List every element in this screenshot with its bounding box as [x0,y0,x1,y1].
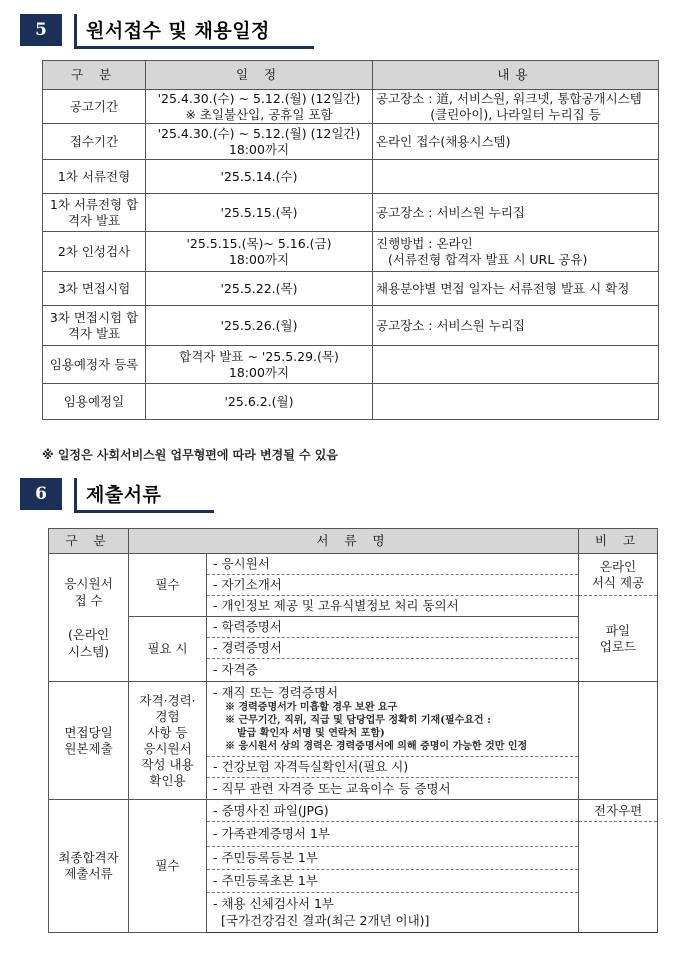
list-item: - 자기소개서 [207,575,579,596]
remark-empty [579,682,658,800]
row-schedule [146,232,373,272]
doc-note: ※ 근무기간, 직위, 직급 및 담당업무 정확히 기재(필수요건 : [225,715,491,726]
list-item: - 가족관계증명서 1부 [207,822,579,847]
list-item [207,682,579,757]
schedule-header-row [43,61,659,90]
remark-line: 업로드 [599,638,637,654]
group-sub-line: 응시원서 [143,740,192,756]
doc-note: ※ 경력증명서가 미흡할 경우 보완 요구 [225,702,398,713]
section-5-underline [74,46,314,49]
row-schedule [146,124,373,160]
doc-line: - 채용 신체검사서 1부 [213,896,334,911]
schedule-line: '25.5.15.(목)~ 5.16.(금) [186,235,332,251]
row-content [373,160,659,194]
row-category: 1차 서류전형 합격자 발표 [43,194,146,232]
remark-email: 전자우편 [579,800,658,822]
table-row [43,272,659,306]
list-item: - 주민등록초본 1부 [207,870,579,893]
list-item: - 경력증명서 [207,638,579,659]
group-final-required: 필수 [129,800,207,933]
group-sub-line: 경험 [155,708,180,724]
row-content: 공고장소 : 서비스원 누리집 [373,306,659,346]
row-content [373,90,659,124]
schedule-line: 18:00까지 [228,141,290,157]
list-item: - 응시원서 [207,554,579,575]
doc-line: [국가건강검진 결과(최근 2개년 이내)] [221,913,430,928]
schedule-line: 18:00까지 [228,364,290,380]
list-item: - 직무 관련 자격증 또는 교육이수 등 증명서 [207,778,579,800]
section-5-title: 원서접수 및 채용일정 [86,20,270,42]
schedule-line: 합격자 발표 ~ '25.5.29.(목) [179,348,339,364]
doc-line: - 재직 또는 경력증명서 [213,685,339,700]
section-6-divider [74,478,77,512]
content-line: (서류전형 합격자 발표 시 URL 공유) [388,251,588,267]
row-schedule [146,346,373,384]
group-sub-line: 사항 등 [147,724,188,740]
schedule-note: ※ 일정은 사회서비스원 업무형편에 따라 변경될 수 있음 [42,448,338,462]
group-sub-line: 확인용 [149,772,186,788]
group-apply-label [49,554,129,682]
doc-note: ※ 응시원서 상의 경력은 경력증명서에 의해 증명이 가능한 것만 인정 [225,741,528,752]
schedule-table [42,60,659,420]
row-schedule: '25.5.15.(목) [146,194,373,232]
row-category: 공고기간 [43,90,146,124]
section-6-number: 6 [20,478,62,510]
remark-line: 서식 제공 [591,574,645,590]
table-row [49,617,658,638]
list-item: - 자격증 [207,659,579,682]
section-6-underline [74,510,214,513]
group-label-line: 최종합격자 [58,850,119,865]
remark-online-form [579,554,658,596]
documents-header-row [49,529,658,554]
table-row [49,682,658,757]
table-row [43,160,659,194]
row-category: 1차 서류전형 [43,160,146,194]
schedule-line: 18:00까지 [228,251,290,267]
header-schedule: 일 정 [146,61,373,90]
remark-line: 온라인 [599,558,637,574]
section-5-divider [74,14,77,48]
group-sub-line: 자격·경력· [139,692,196,708]
group-label-line: 접 수 [74,593,103,608]
group-interview-sub [129,682,207,800]
row-category: 3차 면접시험 [43,272,146,306]
list-item: - 건강보험 자격득실확인서(필요 시) [207,757,579,778]
remark-file-upload [579,596,658,682]
list-item: - 주민등록등본 1부 [207,847,579,870]
row-schedule [146,90,373,124]
schedule-line: '25.4.30.(수) ~ 5.12.(월) (12일간) [157,90,361,106]
doc-note: 발급 확인자 서명 및 연락처 포함) [237,728,385,739]
header-content: 내용 [373,61,659,90]
schedule-line: '25.4.30.(수) ~ 5.12.(월) (12일간) [157,125,361,141]
group-apply-optional: 필요 시 [129,617,207,682]
content-line: 공고장소 : 道, 서비스원, 워크넷, 통합공개시스템 [376,90,642,106]
row-category: 임용예정자 등록 [43,346,146,384]
row-schedule: '25.5.14.(수) [146,160,373,194]
table-row [43,194,659,232]
section-5-number: 5 [20,14,62,46]
list-item: - 증명사진 파일(JPG) [207,800,579,822]
table-row [49,800,658,822]
row-content: 온라인 접수(채용시스템) [373,124,659,160]
list-item [207,893,579,933]
section-6-title: 제출서류 [86,484,162,506]
table-row [43,90,659,124]
header-doc-name: 서 류 명 [129,529,579,554]
documents-table [48,528,658,933]
row-content: 공고장소 : 서비스원 누리집 [373,194,659,232]
row-category: 임용예정일 [43,384,146,420]
remark-line: 파일 [605,622,631,638]
group-sub-line: 작성 내용 [141,756,194,772]
row-content [373,232,659,272]
row-schedule: '25.5.22.(목) [146,272,373,306]
row-content: 채용분야별 면접 일자는 서류전형 발표 시 확정 [373,272,659,306]
table-row [43,346,659,384]
content-line: (클린아이), 나라일터 누리집 등 [430,106,601,122]
table-row [43,306,659,346]
list-item: - 학력증명서 [207,617,579,638]
table-row [43,384,659,420]
group-final-label [49,800,129,933]
row-schedule: '25.5.26.(월) [146,306,373,346]
group-interview-label [49,682,129,800]
content-line: 진행방법 : 온라인 [376,235,473,251]
section-5-header [20,14,300,46]
row-category: 2차 인성검사 [43,232,146,272]
row-category: 접수기간 [43,124,146,160]
group-apply-required: 필수 [129,554,207,617]
table-row [49,554,658,575]
section-6-header [20,478,300,510]
group-label-line: 면접당일 [64,724,113,740]
row-category: 3차 면접시험 합격자 발표 [43,306,146,346]
group-label-line: 원본제출 [64,740,113,756]
group-label-line: 응시원서 [64,576,113,591]
group-label-line: 제출서류 [64,866,113,881]
list-item: - 개인정보 제공 및 고유식별정보 처리 동의서 [207,596,579,617]
row-content [373,346,659,384]
row-content [373,384,659,420]
header-category: 구 분 [49,529,129,554]
row-schedule: '25.6.2.(월) [146,384,373,420]
header-remarks: 비 고 [579,529,658,554]
header-category: 구 분 [43,61,146,90]
schedule-line: ※ 초일불산입, 공휴일 포함 [185,106,333,122]
remark-empty [579,822,658,933]
group-label-line: (온라인 [67,627,110,642]
table-row [43,232,659,272]
table-row [43,124,659,160]
group-label-line: 시스템) [67,644,110,659]
